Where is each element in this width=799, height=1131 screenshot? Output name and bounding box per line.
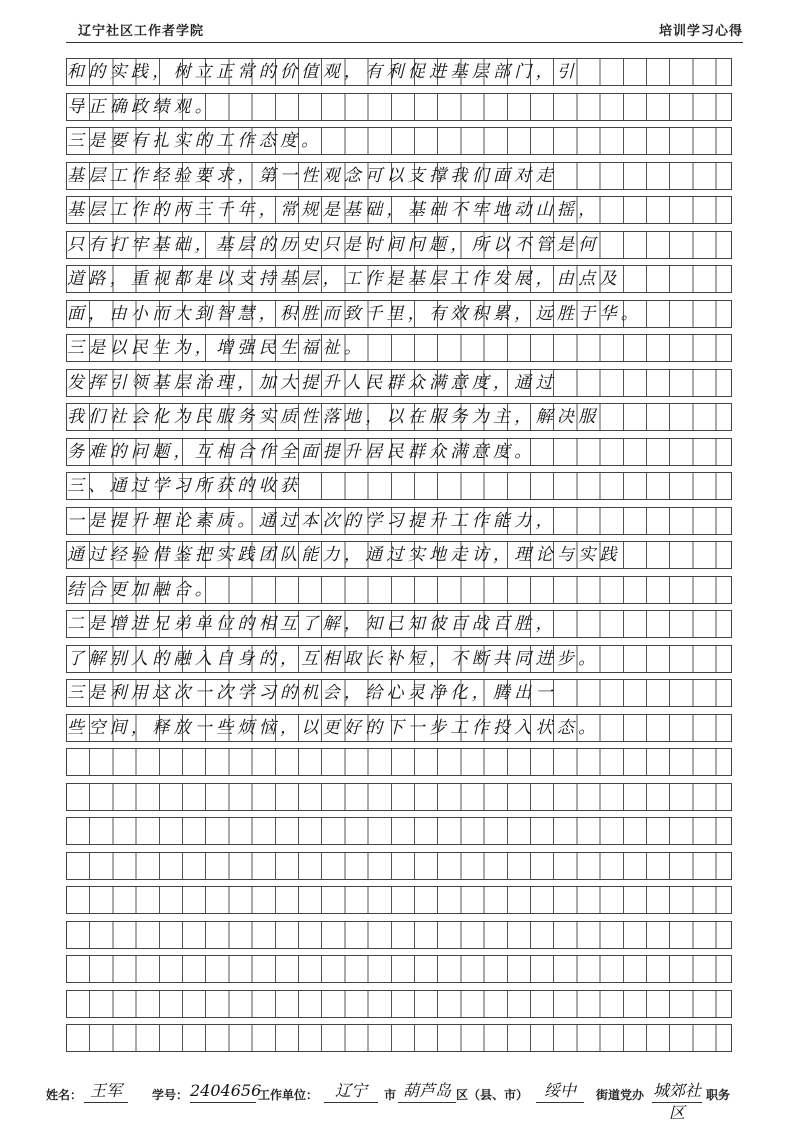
handwritten-line: 和的实践，树立正常的价值观，有利促进基层部门，引 <box>67 62 579 82</box>
handwritten-line: 三是利用这次一次学习的机会，给心灵净化，腾出一 <box>67 683 557 703</box>
manuscript-row <box>66 748 732 776</box>
handwritten-line: 面，由小而大到智慧，积胜而致千里，有效积累，远胜于华。 <box>67 303 643 324</box>
district-label: 区（县、市） <box>456 1088 529 1102</box>
name-value: 王军 <box>84 1080 128 1103</box>
handwritten-line: 基层工作经验要求，第一性观念可以支撑我们面对走 <box>67 165 557 186</box>
page-header <box>0 0 799 44</box>
manuscript-row <box>66 783 732 811</box>
manuscript-row <box>66 93 732 121</box>
handwritten-line: 发挥引领基层治理，加大提升人民群众满意度，通过 <box>67 372 557 393</box>
work-unit-label: 工作单位： <box>258 1088 319 1102</box>
manuscript-row <box>66 231 732 259</box>
manuscript-row <box>66 955 732 983</box>
manuscript-row <box>66 265 732 293</box>
handwritten-line: 三是以民生为，增强民生福祉。 <box>67 338 366 358</box>
manuscript-row <box>66 507 732 535</box>
header-divider <box>66 42 743 43</box>
manuscript-row <box>66 541 732 569</box>
handwritten-line: 导正确政绩观。 <box>67 96 217 117</box>
manuscript-row <box>66 852 732 880</box>
manuscript-row <box>66 645 732 673</box>
manuscript-row <box>66 196 732 224</box>
manuscript-row <box>66 817 732 845</box>
manuscript-row <box>66 576 732 604</box>
handwritten-line: 些空间，释放一些烦恼，以更好的下一步工作投入状态。 <box>67 717 600 738</box>
handwritten-line: 二是增进兄弟单位的相互了解，知己知彼百战百胜， <box>67 614 557 634</box>
manuscript-row <box>66 886 732 914</box>
manuscript-row <box>66 714 732 742</box>
document-type: 培训学习心得 <box>658 24 743 39</box>
manuscript-row <box>66 610 732 638</box>
handwritten-line: 务难的问题，互相合作全面提升居民群众满意度。 <box>67 441 536 462</box>
handwritten-line: 三是要有扎实的工作态度。 <box>67 131 323 151</box>
handwritten-line <box>67 784 733 810</box>
handwritten-line: 三、通过学习所获的收获 <box>67 476 302 496</box>
handwritten-line: 我们社会化为民服务实质性落地，以在服务为主，解决服 <box>67 407 600 427</box>
student-id-value: 2404656 <box>190 1080 256 1103</box>
student-id-label: 学号： <box>152 1088 189 1102</box>
city-value: 葫芦岛 <box>398 1080 456 1103</box>
manuscript-row <box>66 921 732 949</box>
handwritten-line: 通过经验借鉴把实践团队能力，通过实地走访，理论与实践 <box>67 545 621 565</box>
manuscript-row <box>66 58 732 86</box>
province-value: 辽宁 <box>324 1080 378 1103</box>
handwritten-line <box>67 1025 733 1051</box>
name-label: 姓名： <box>46 1088 83 1102</box>
handwritten-line: 了解别人的融入自身的，互相取长补短，不断共同进步。 <box>67 648 600 669</box>
district-value: 绥中 <box>536 1080 584 1103</box>
handwritten-line: 道路，重视都是以支持基层，工作是基层工作发展，由点及 <box>67 269 621 289</box>
street-value: 城郊社区 <box>652 1081 701 1122</box>
manuscript-row <box>66 472 732 500</box>
manuscript-row <box>66 679 732 707</box>
handwritten-line: 一是提升理论素质。通过本次的学习提升工作能力， <box>67 510 557 531</box>
handwritten-line: 基层工作的两三千年，常规是基础，基础不牢地动山摇， <box>67 200 600 220</box>
handwritten-line <box>67 749 733 775</box>
manuscript-row <box>66 127 732 155</box>
handwritten-line: 只有打牢基础，基层的历史只是时间问题，所以不管是何 <box>67 234 600 255</box>
street-label: 街道党办 <box>596 1088 645 1102</box>
position-label: 职务 <box>706 1088 731 1102</box>
institution-name: 辽宁社区工作者学院 <box>78 24 205 39</box>
manuscript-row <box>66 438 732 466</box>
handwritten-line <box>67 887 733 913</box>
handwritten-line <box>67 818 733 844</box>
manuscript-row <box>66 162 732 190</box>
handwritten-line <box>67 922 733 948</box>
manuscript-row <box>66 403 732 431</box>
manuscript-row <box>66 990 732 1018</box>
student-info-footer <box>0 1072 799 1122</box>
handwritten-line <box>67 853 733 879</box>
manuscript-row <box>66 369 732 397</box>
handwritten-line <box>67 956 733 982</box>
manuscript-row <box>66 300 732 328</box>
manuscript-row <box>66 334 732 362</box>
manuscript-row <box>66 1024 732 1052</box>
handwritten-line: 结合更加融合。 <box>67 579 217 600</box>
city-label: 市 <box>384 1088 397 1102</box>
handwritten-line <box>67 991 733 1017</box>
manuscript-grid <box>66 58 732 1058</box>
